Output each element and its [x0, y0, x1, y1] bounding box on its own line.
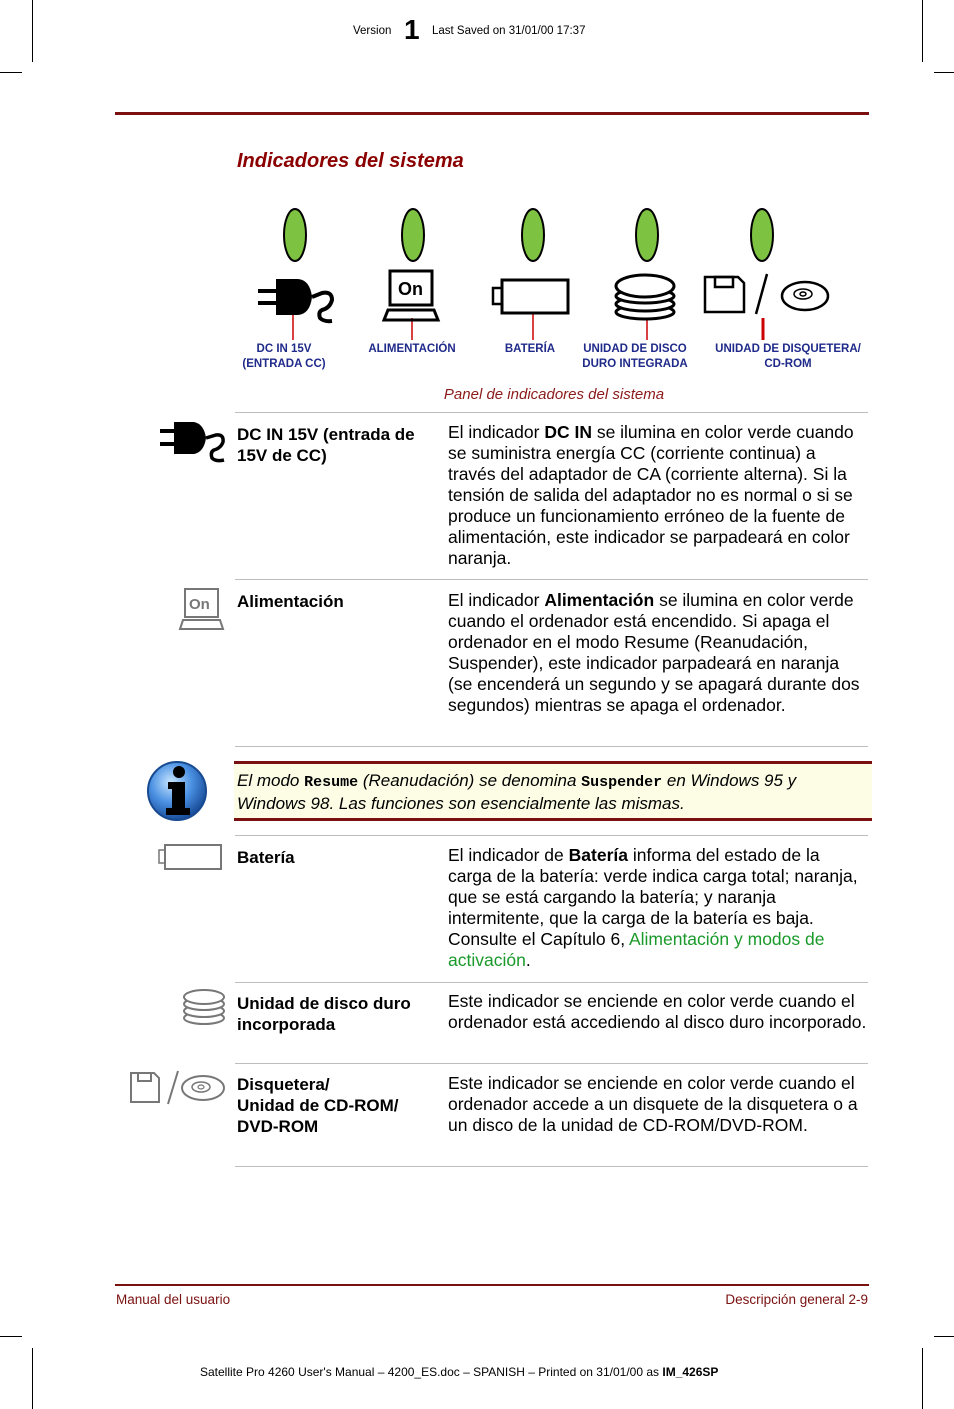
term-line: Unidad de CD-ROM/: [237, 1096, 399, 1115]
panel-label-line: (ENTRADA CC): [242, 358, 326, 370]
battery-icon: [493, 280, 568, 313]
crop-mark: [0, 72, 22, 73]
panel-label-line: UNIDAD DE DISCO: [583, 343, 687, 355]
crop-mark: [32, 1348, 33, 1409]
row-term-power: Alimentación: [237, 592, 344, 611]
section-title: Indicadores del sistema: [237, 150, 464, 172]
table-rule: [235, 1063, 868, 1064]
indicator-panel: [240, 200, 880, 350]
floppy-cd-icon: [705, 274, 828, 314]
info-icon: [146, 760, 208, 822]
row-desc-dcin: [448, 422, 868, 569]
row-desc-fdd: Este indicador se enciende en color verde cuando el ordenador accede a un disquete de la disquetera o a un disco de la unidad de CD-ROM/DVD-ROM.: [448, 1073, 858, 1135]
led-power: [402, 209, 424, 261]
chapter-6-link[interactable]: Alimentación y modos de activación: [448, 929, 825, 970]
row-term-battery: Batería: [237, 848, 295, 867]
table-rule: [235, 746, 868, 747]
hdd-stack-icon: [616, 275, 674, 319]
print-line-code: IM_426SP: [662, 1365, 719, 1379]
note-code: Resume: [304, 774, 359, 791]
fdd-row-icon: [128, 1068, 228, 1110]
panel-label-battery: BATERÍA: [504, 343, 556, 355]
desc-bold: Batería: [568, 845, 628, 865]
note-text: [237, 770, 869, 814]
note-text-part: en Windows 95 y Windows 98. Las funciones son esencialmente las mismas.: [237, 771, 797, 813]
battery-row-icon: [158, 842, 228, 872]
top-rule: [115, 112, 869, 115]
version-label: Version: [353, 25, 392, 37]
note-code: Suspender: [581, 774, 663, 791]
panel-label-line: UNIDAD DE DISQUETERA/: [715, 343, 861, 355]
desc-text: se ilumina en color verde cuando el ordenador está encendido. Si apaga el ordenador en el modo Resume (Reanudación, Suspender), este indicador parpadeará en naranja (se encenderá un segundo y se apagará durante dos segundos) mientras se apaga el ordenador.: [448, 590, 860, 715]
version-number: 1: [404, 14, 420, 45]
led-fdd: [751, 209, 773, 261]
dcin-row-icon: [158, 420, 228, 466]
dc-plug-icon: [258, 279, 332, 321]
table-rule: [235, 412, 868, 413]
table-rule: [235, 835, 868, 836]
note-bottom-rule: [234, 818, 872, 821]
row-term-dcin: DC IN 15V (entrada de 15V de CC): [237, 425, 415, 465]
print-line-text: Satellite Pro 4260 User's Manual – 4200_ES.doc – SPANISH – Printed on 31/01/00 as: [200, 1365, 663, 1379]
print-line: [200, 1365, 800, 1379]
panel-on-text: On: [398, 279, 423, 299]
crop-mark: [0, 1336, 22, 1337]
row-desc-battery: [448, 845, 868, 971]
panel-label-fdd: [700, 342, 876, 372]
desc-text: El indicador: [448, 422, 545, 442]
term-line: Disquetera/: [237, 1075, 330, 1094]
crop-mark: [934, 72, 954, 73]
note-text-part: (Reanudación) se denomina: [358, 771, 582, 790]
panel-label-dcin: [222, 342, 346, 372]
power-row-icon: [178, 586, 226, 634]
table-rule: [235, 1166, 868, 1167]
hdd-row-icon: [182, 988, 228, 1028]
panel-label-line: CD-ROM: [764, 358, 812, 370]
led-dcin: [284, 209, 306, 261]
desc-text: informa del estado de la carga de la batería: verde indica carga total; naranja, que se está cargando la batería; y naranja intermitente, que la carga de la batería es baja. Consulte el Capítulo 6,: [448, 845, 858, 949]
crop-mark: [934, 1336, 954, 1337]
panel-label-line: DC IN 15V: [256, 343, 312, 355]
power-row-on-text: On: [189, 596, 210, 613]
row-desc-power: [448, 590, 868, 716]
desc-text: .: [525, 950, 531, 970]
panel-label-power: ALIMENTACIÓN: [368, 343, 456, 355]
desc-text: El indicador de: [448, 845, 569, 865]
note-text-part: El modo: [237, 771, 305, 790]
crop-mark: [32, 0, 33, 62]
footer-rule: [115, 1284, 869, 1286]
panel-caption: Panel de indicadores del sistema: [443, 386, 665, 403]
led-battery: [522, 209, 544, 261]
desc-text: se ilumina en color verde cuando se suministra energía CC (corriente continua) a través del adaptador de CA (corriente alterna). Si la tensión de salida del adaptador no es normal o si se produce un funcionamiento erróneo de la fuente de alimentación, este indicador se parpadeará en color naranja.: [448, 422, 854, 568]
row-term-hdd: Unidad de disco duro incorporada: [237, 994, 411, 1034]
footer-left: Manual del usuario: [116, 1292, 231, 1307]
table-rule: [235, 579, 868, 580]
crop-mark: [922, 1348, 923, 1409]
crop-mark: [922, 0, 923, 62]
panel-label-hdd: [570, 342, 700, 372]
last-saved: Last Saved on 31/01/00 17:37: [432, 25, 586, 37]
desc-text: El indicador: [448, 590, 545, 610]
led-hdd: [636, 209, 658, 261]
footer-right: Descripción general 2-9: [725, 1292, 868, 1307]
desc-bold: Alimentación: [544, 590, 655, 610]
panel-label-line: DURO INTEGRADA: [582, 358, 688, 370]
row-term-fdd: [237, 1074, 437, 1137]
row-desc-hdd: Este indicador se enciende en color verde cuando el ordenador está accediendo al disco duro incorporado.: [448, 991, 867, 1032]
term-line: DVD-ROM: [237, 1117, 319, 1136]
desc-bold: DC IN: [544, 422, 592, 442]
table-rule: [235, 982, 868, 983]
